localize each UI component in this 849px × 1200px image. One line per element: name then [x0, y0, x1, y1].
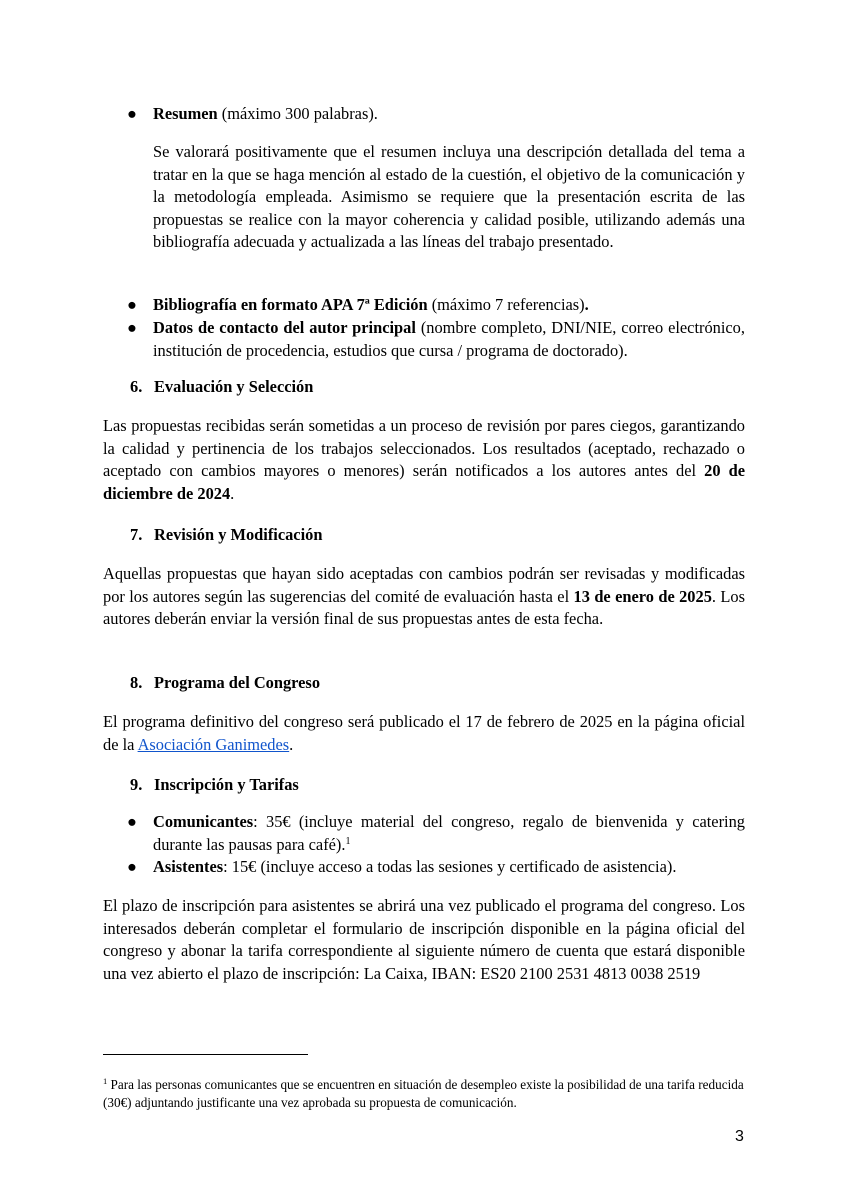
bullet-bibliografia [127, 294, 745, 317]
section-number: 6. [130, 377, 143, 396]
bullet-icon: ● [127, 857, 137, 876]
bibliografia-end: . [584, 295, 589, 314]
contacto-suffix: (nombre completo, DNI/NIE, correo electrónico, institución de procedencia, estudios que cursa / programa de doctorado). [153, 318, 745, 360]
body-text: Aquellas propuestas que hayan sido aceptadas con cambios podrán ser revisadas y modificadas por los autores según las sugerencias del comité de evaluación hasta el [103, 564, 745, 606]
body-text: . Los autores deberán enviar la versión final de sus propuestas antes de esta fecha. [103, 586, 745, 629]
bibliografia-suffix: (máximo 7 referencias) [427, 295, 585, 314]
tarifa-title: Comunicantes [153, 812, 254, 831]
bullet-asistentes [127, 856, 745, 879]
section-body-programa [103, 711, 745, 756]
body-text: . [230, 483, 235, 503]
resumen-body: Se valorará positivamente que el resumen incluya una descripción detallada del tema a tratar en la que se haga mención al estado de la cuestión, el objetivo de la comunicación y la metodología empleada. Asimismo se requiere que la presentación escrita de las propuestas se realice con la mayor coherencia y calidad posible, utilizando además una bibliografía adecuada y actualizada a las líneas del trabajo presentado. [153, 142, 745, 252]
footnote [103, 1076, 745, 1112]
section-heading-programa [130, 672, 320, 695]
section-body-revision [103, 563, 745, 631]
resumen-title: Resumen [153, 104, 218, 123]
section-number: 8. [130, 673, 143, 692]
bullet-contacto [127, 317, 745, 362]
body-text: . [289, 734, 294, 754]
resumen-suffix: (máximo 300 palabras). [217, 104, 378, 123]
bullet-resumen [127, 103, 745, 126]
bullet-icon: ● [127, 318, 137, 337]
section-title: Programa del Congreso [154, 673, 321, 692]
page-number: 3 [735, 1128, 744, 1145]
section-body-inscripcion: El plazo de inscripción para asistentes se abrirá una vez publicado el programa del congreso. Los interesados deberán completar el formulario de inscripción disponible en la página oficial del congreso y abonar la tarifa correspondiente al siguiente número de cuenta que estará disponible una vez abierto el plazo de inscripción: La Caixa, IBAN: ES20 2100 2531 4813 0038 2519 [103, 896, 745, 983]
contacto-title: Datos de contacto del autor principal [153, 318, 416, 337]
deadline-date: 20 de diciembre de 2024 [103, 461, 745, 503]
bullet-icon: ● [127, 812, 137, 831]
tarifa-text: : 15€ (incluye acceso a todas las sesiones y certificado de asistencia). [223, 857, 677, 876]
bullet-comunicantes [127, 811, 745, 856]
section-title: Evaluación y Selección [154, 377, 314, 396]
footnote-marker: 1 [103, 1076, 108, 1087]
section-heading-inscripcion [130, 774, 299, 797]
body-text: Las propuestas recibidas serán sometidas a un proceso de revisión por pares ciegos, garantizando la calidad y pertinencia de los trabajos seleccionados. Los resultados (aceptado, rechazado o aceptado con cambios mayores o menores) serán notificados a los autores antes del [103, 416, 745, 481]
footnote-ref[interactable]: 1 [345, 835, 351, 847]
body-text: El programa definitivo del congreso será publicado el 17 de febrero de 2025 en la página oficial de la [103, 712, 745, 754]
tarifa-title: Asistentes [153, 857, 224, 876]
bullet-icon: ● [127, 104, 137, 123]
bullet-icon: ● [127, 295, 137, 314]
tarifa-text: : 35€ (incluye material del congreso, regalo de bienvenida y catering durante las pausas para café). [153, 812, 745, 854]
section-number: 7. [130, 525, 143, 544]
section-number: 9. [130, 775, 143, 794]
asociacion-ganimedes-link[interactable]: Asociación Ganimedes [137, 734, 290, 754]
section-heading-evaluacion [130, 376, 313, 399]
section-heading-revision [130, 524, 322, 547]
deadline-date: 13 de enero de 2025 [573, 586, 712, 606]
footnote-text: Para las personas comunicantes que se encuentren en situación de desempleo existe la posibilidad de una tarifa reducida (30€) adjuntando justificante una vez aprobada su propuesta de comunicación. [103, 1077, 744, 1111]
footnote-separator [103, 1054, 308, 1055]
section-title: Inscripción y Tarifas [154, 775, 299, 794]
section-title: Revisión y Modificación [154, 525, 323, 544]
bibliografia-title: Bibliografía en formato APA 7ª Edición [153, 295, 428, 314]
section-body-evaluacion [103, 415, 745, 505]
